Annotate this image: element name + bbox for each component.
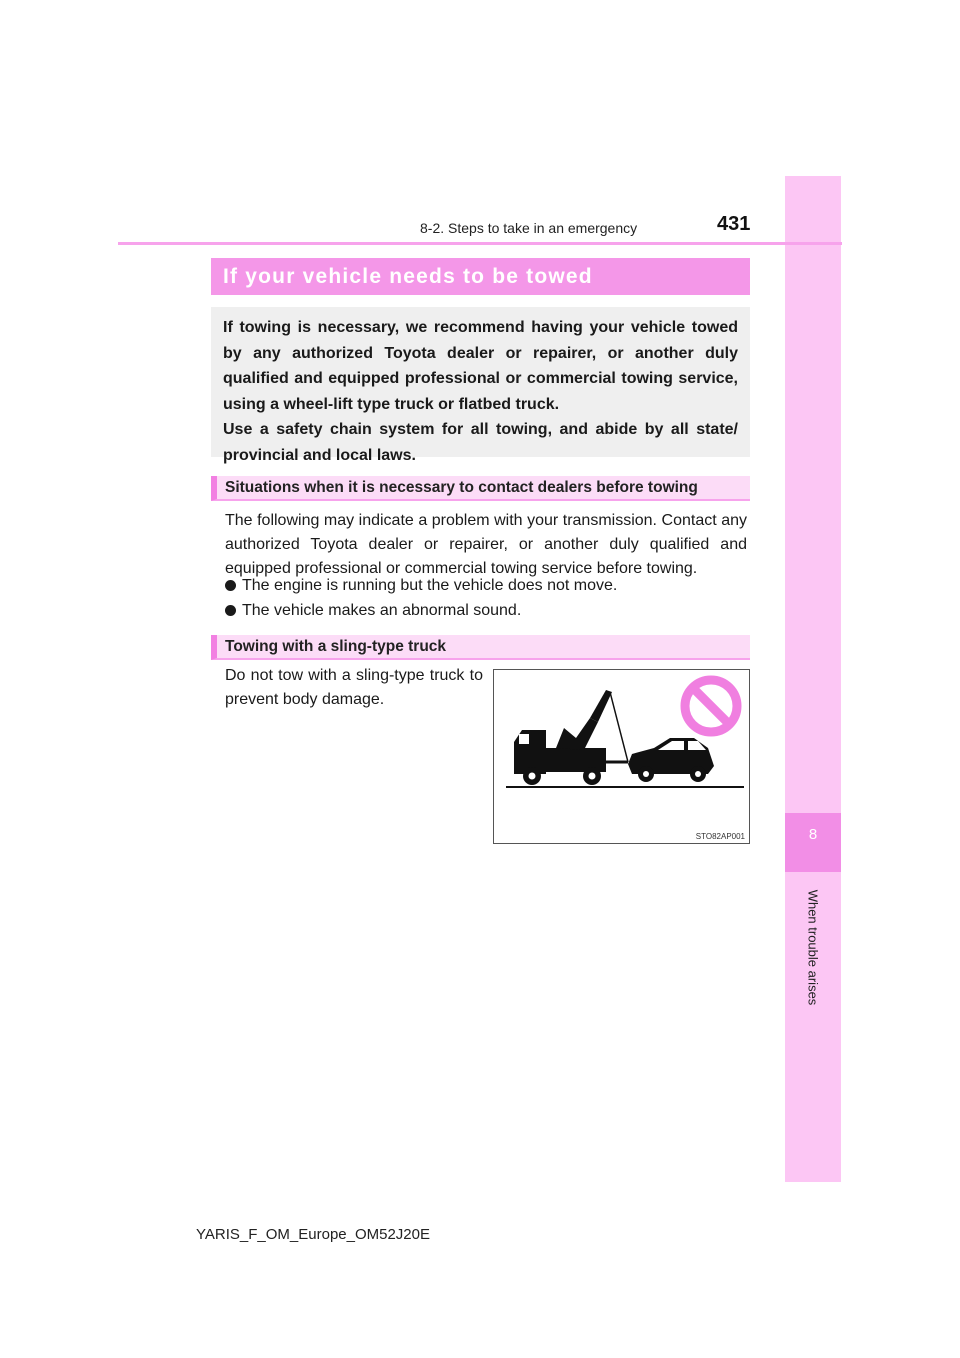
section1-paragraph: The following may indicate a problem with your transmission. Contact any authorized Toyota dealer or repairer, or another duly qualified and equipped professional or commercial towing service before towing. [225,512,747,577]
header-rule [118,242,842,245]
page-number: 431 [717,213,751,235]
intro-paragraph-1: If towing is necessary, we recommend having your vehicle towed by any authorized Toyota dealer or repairer, or another duly qualified and equipped professional or commercial towing service, using a wheel-lift type truck or flatbed truck. [223,319,738,413]
intro-box [211,307,750,464]
header-section-label: 8-2. Steps to take in an emergency [420,220,638,236]
chapter-number: 8 [808,826,818,843]
intro-paragraph-2: Use a safety chain system for all towing, and abide by all state/ provincial and local laws. [223,421,738,464]
list-item-text: The engine is running but the vehicle does not move. [242,577,618,594]
tow-truck-prohibited-icon [494,670,749,843]
bullet-icon [225,580,236,591]
footer-document-id: YARIS_F_OM_Europe_OM52J20E [196,1226,431,1243]
list-item-text: The vehicle makes an abnormal sound. [242,602,522,619]
figure-code: STO82AP001 [695,832,745,841]
section2-paragraph: Do not tow with a sling-type truck to prevent body damage. [225,667,483,708]
chapter-title: When trouble arises [805,889,821,1006]
section-heading-contact-dealers: Situations when it is necessary to contact dealers before towing [211,476,750,501]
page-title-banner: If your vehicle needs to be towed [211,258,750,295]
side-tab [785,176,841,1182]
bullet-icon [225,605,236,616]
sling-truck-illustration [493,669,750,844]
section-heading-sling-truck: Towing with a sling-type truck [211,635,750,660]
